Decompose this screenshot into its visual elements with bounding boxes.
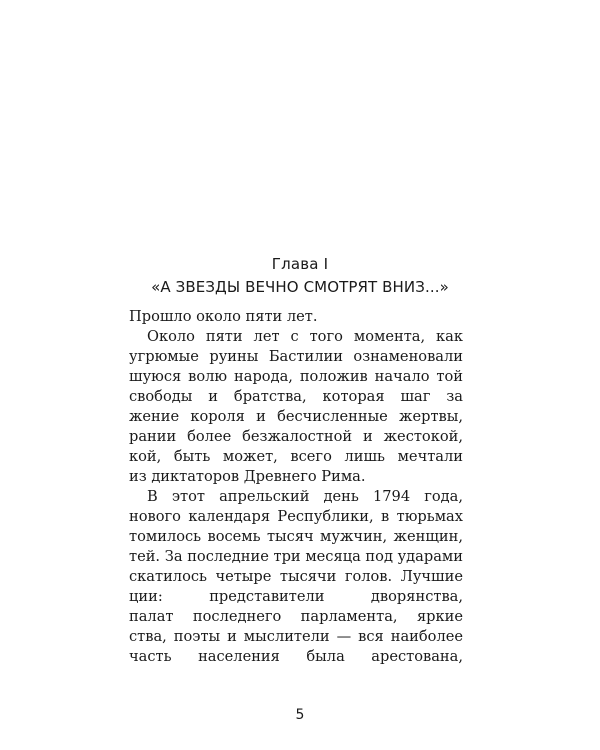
text-line: ции: представители дворянства, xyxy=(129,588,463,605)
text-line: свободы и братства, которая шаг за xyxy=(129,388,463,405)
text-line: скатилось четыре тысячи голов. Лучшие xyxy=(129,568,463,585)
text-line: шуюся волю народа, положив начало той xyxy=(129,368,463,385)
chapter-title: Глава I xyxy=(271,255,329,273)
chapter-body-text xyxy=(129,307,463,667)
text-line: кой, быть может, всего лишь мечтали xyxy=(129,448,463,465)
text-line: угрюмые руины Бастилии ознаменовали xyxy=(129,348,463,365)
text-line: Прошло около пяти лет. xyxy=(129,308,318,325)
chapter-subtitle: «А ЗВЕЗДЫ ВЕЧНО СМОТРЯТ ВНИЗ...» xyxy=(151,278,449,296)
text-line: часть населения была арестована, xyxy=(129,648,463,665)
text-line: палат последнего парламента, яркие xyxy=(129,608,463,625)
text-line: Около пяти лет с того момента, как xyxy=(147,328,463,345)
text-line: из диктаторов Древнего Рима. xyxy=(129,468,366,485)
text-line: В этот апрельский день 1794 года, xyxy=(147,488,463,505)
text-line: ства, поэты и мыслители — вся наиболее xyxy=(129,628,463,645)
text-line: томилось восемь тысяч мужчин, женщин, xyxy=(129,528,463,545)
text-line: тей. За последние три месяца под ударами xyxy=(129,548,463,565)
text-line: жение короля и бесчисленные жертвы, xyxy=(129,408,463,425)
text-line: рании более безжалостной и жестокой, xyxy=(129,428,463,445)
page-number: 5 xyxy=(295,707,305,723)
text-line: нового календаря Республики, в тюрьмах xyxy=(129,508,463,525)
